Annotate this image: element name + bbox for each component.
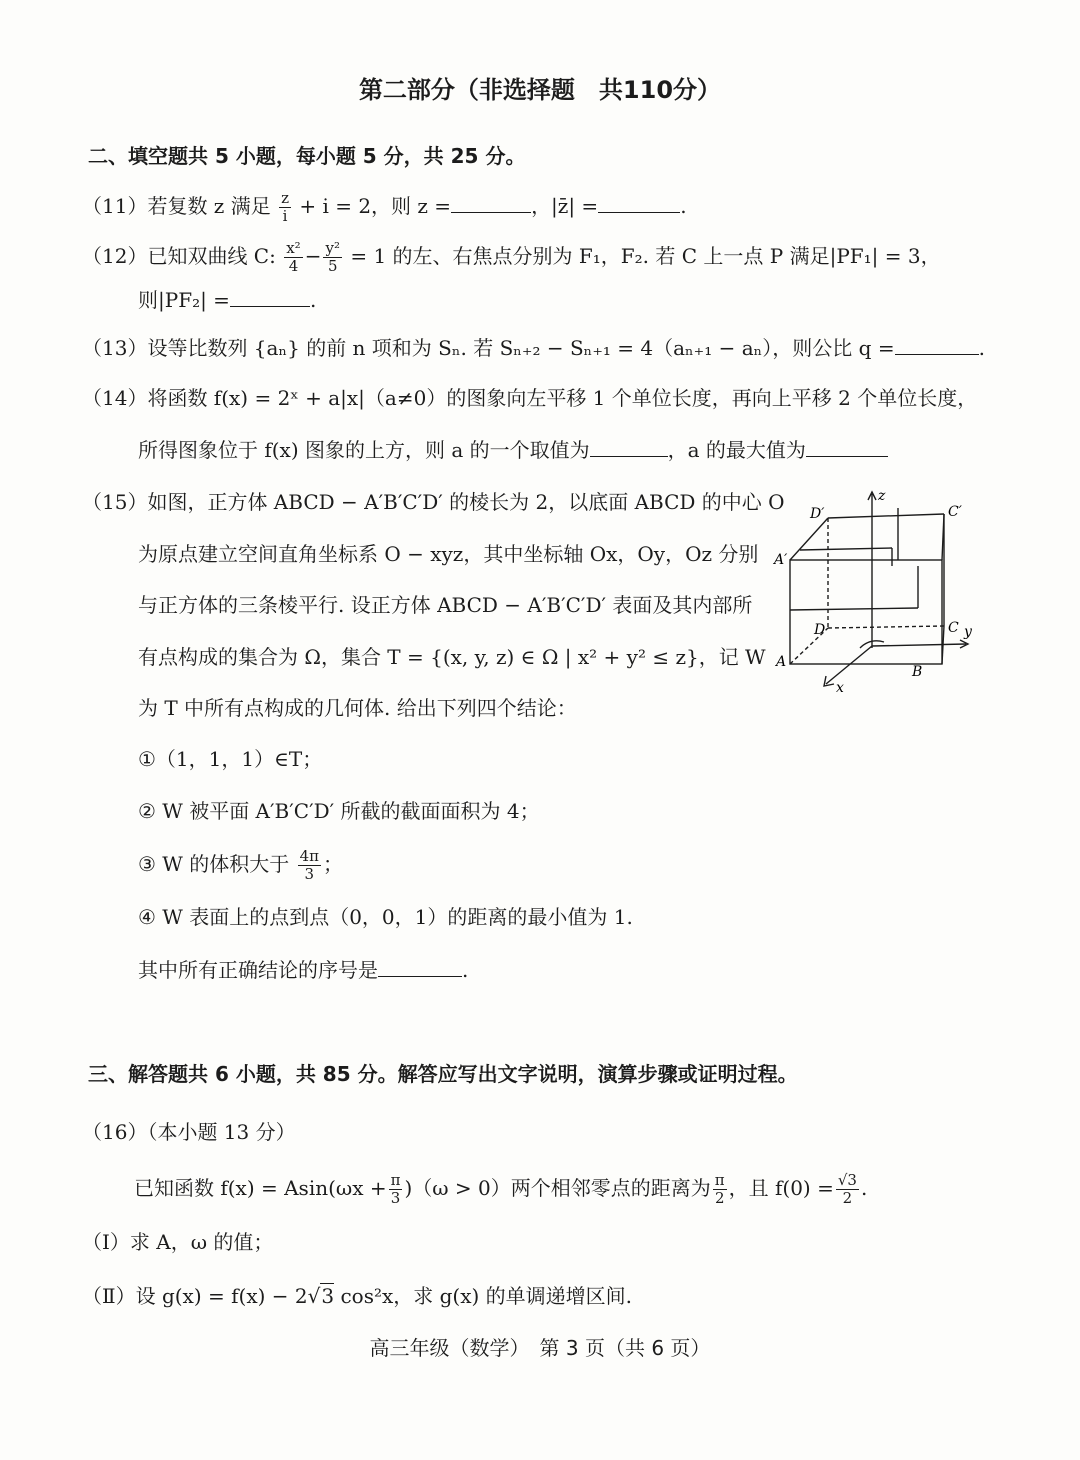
question-11 — [82, 190, 687, 225]
q16-p2-text-b: cos²x，求 g(x) 的单调递增区间. — [340, 1284, 633, 1308]
q16-fraction-1 — [389, 1172, 403, 1207]
cube-hidden-edge — [828, 626, 944, 628]
q15-blank[interactable] — [378, 958, 462, 977]
q15-line-3: 与正方体的三条棱平行. 设正方体 ABCD − A′B′C′D′ 表面及其内部所 — [138, 593, 753, 617]
q15-c3-fraction — [298, 848, 321, 883]
q15-c3-den: 3 — [304, 865, 315, 883]
q16-frac2-num: π — [714, 1171, 725, 1189]
q15-c3-end: ； — [322, 852, 343, 876]
q11-fraction — [279, 190, 291, 225]
y-axis — [872, 644, 966, 646]
fig-label-a: A — [776, 654, 787, 670]
q15-c3-text: ③ W 的体积大于 — [138, 852, 290, 876]
q16-part-1: （Ⅰ）求 A，ω 的值； — [82, 1230, 274, 1254]
q15-conclusion-4: ④ W 表面上的点到点（0，0，1）的距离的最小值为 1. — [138, 905, 633, 929]
q11-text-b: + i = 2，则 z = — [299, 194, 452, 218]
fig-label-b: B — [912, 664, 923, 680]
fig-label-x: x — [836, 680, 844, 696]
q12-frac2-den: 5 — [327, 257, 338, 275]
page-title: 第二部分（非选择题 共110分） — [358, 76, 722, 104]
q12-text-b: = 1 的左、右焦点分别为 F₁，F₂. 若 C 上一点 P 满足|PF₁| = 3， — [350, 244, 941, 268]
question-12-line-2 — [138, 286, 316, 314]
q12-blank[interactable] — [230, 288, 310, 307]
q15-line-5: 为 T 中所有点构成的几何体. 给出下列四个结论： — [138, 696, 577, 720]
q15-ask — [138, 956, 468, 984]
q16-frac2-den: 2 — [714, 1189, 725, 1207]
page-footer: 高三年级（数学） 第 3 页（共 6 页） — [369, 1336, 711, 1360]
q12-end: . — [309, 288, 317, 312]
q15-c3-num: 4π — [299, 847, 319, 865]
question-15 — [82, 488, 785, 516]
q11-number: （11） — [82, 194, 148, 218]
q13-end: . — [978, 336, 985, 360]
q15-line-2: 为原点建立空间直角坐标系 O − xyz，其中坐标轴 Ox，Oy，Oz 分别 — [138, 542, 759, 566]
q16-p2-sqrt: 3 — [321, 1284, 335, 1308]
q12-frac1-den: 4 — [288, 257, 299, 275]
q16-text-c: ，且 f(0) = — [728, 1176, 834, 1200]
question-14-line-2 — [138, 436, 888, 464]
fig-label-d1: D′ — [810, 506, 825, 522]
q12-number: （12） — [82, 244, 148, 268]
q16-fraction-3 — [836, 1172, 859, 1207]
fig-label-z: z — [878, 488, 886, 504]
q11-frac-den: i — [282, 207, 288, 225]
q15-number: （15） — [82, 490, 148, 514]
q16-fraction-2 — [713, 1172, 727, 1207]
section-3-header: 三、解答题共 6 小题，共 85 分。解答应写出文字说明，演算步骤或证明过程。 — [88, 1062, 798, 1086]
question-13 — [82, 334, 985, 362]
q16-frac1-den: 3 — [390, 1189, 401, 1207]
cube-front-face — [790, 560, 942, 664]
q15-conclusion-1: ①（1，1，1）∈T； — [138, 747, 323, 771]
fig-label-c: C — [948, 620, 959, 636]
fig-label-y: y — [964, 624, 972, 640]
fig-label-c1: C′ — [948, 504, 962, 520]
q15-line1: 如图，正方体 ABCD − A′B′C′D′ 的棱长为 2，以底面 ABCD 的中心 O — [147, 490, 785, 514]
question-16-header: （16）（本小题 13 分） — [82, 1120, 296, 1144]
q16-frac1-num: π — [390, 1171, 401, 1189]
fig-label-a1: A′ — [774, 552, 788, 568]
q11-text-c: ，|z̄| = — [531, 194, 599, 218]
q11-text-a: 若复数 z 满足 — [147, 194, 271, 218]
q13-number: （13） — [82, 336, 148, 360]
q15-end: . — [462, 958, 469, 982]
cube-figure — [768, 486, 978, 696]
q16-text-a: 已知函数 f(x) = Asin(ωx + — [134, 1176, 387, 1200]
q12-line2: 则|PF₂| = — [138, 288, 230, 312]
q14-line1: 将函数 f(x) = 2ˣ + a|x|（a≠0）的图象向左平移 1 个单位长度，再向上平移 2 个单位长度， — [147, 386, 978, 410]
q12-minus: − — [304, 244, 322, 268]
q12-frac2-num: y² — [325, 239, 340, 257]
q13-text: 设等比数列 {aₙ} 的前 n 项和为 Sₙ. 若 Sₙ₊₂ − Sₙ₊₁ = 4（aₙ₊₁ − aₙ），则公比 q = — [147, 336, 895, 360]
fig-label-d: D — [814, 622, 826, 638]
q14-line2b: ，a 的最大值为 — [667, 438, 806, 462]
q12-fraction-1 — [284, 240, 302, 275]
q14-line2a: 所得图象位于 f(x) 图象的上方，则 a 的一个取值为 — [138, 438, 590, 462]
q16-frac3-den: 2 — [842, 1189, 853, 1207]
cube-edge — [828, 514, 944, 518]
section-2-header: 二、填空题共 5 小题，每小题 5 分，共 25 分。 — [88, 144, 526, 168]
q15-ask-text: 其中所有正确结论的序号是 — [138, 958, 378, 982]
sqrt-icon: √ — [307, 1284, 321, 1308]
question-16-stem — [134, 1172, 867, 1207]
q16-text-b: )（ω > 0）两个相邻零点的距离为 — [404, 1176, 711, 1200]
q12-fraction-2 — [323, 240, 342, 275]
q14-number: （14） — [82, 386, 148, 410]
q15-line-4: 有点构成的集合为 Ω，集合 T = {(x, y, z) ∈ Ω | x² + y² ≤ z}，记 W — [138, 645, 766, 669]
q14-blank-1[interactable] — [590, 438, 668, 457]
q16-frac3-num: √3 — [837, 1171, 857, 1189]
q11-blank-1[interactable] — [451, 194, 531, 213]
q11-end: . — [680, 194, 687, 218]
q13-blank[interactable] — [895, 336, 979, 355]
q16-end: . — [860, 1176, 868, 1200]
q15-conclusion-3 — [138, 848, 343, 883]
q12-frac1-num: x² — [286, 239, 301, 257]
q15-conclusion-2: ② W 被平面 A′B′C′D′ 所截的截面面积为 4； — [138, 799, 540, 823]
q16-part-2 — [82, 1282, 632, 1310]
question-12 — [82, 240, 941, 275]
q12-text-a: 已知双曲线 C: — [147, 244, 276, 268]
q16-p2-text-a: （Ⅱ）设 g(x) = f(x) − 2 — [82, 1284, 308, 1308]
cube-edge — [790, 518, 828, 560]
x-axis — [826, 646, 872, 684]
question-14 — [82, 384, 977, 412]
q11-blank-2[interactable] — [598, 194, 680, 213]
q11-frac-num: z — [281, 189, 289, 207]
q14-blank-2[interactable] — [806, 438, 888, 457]
